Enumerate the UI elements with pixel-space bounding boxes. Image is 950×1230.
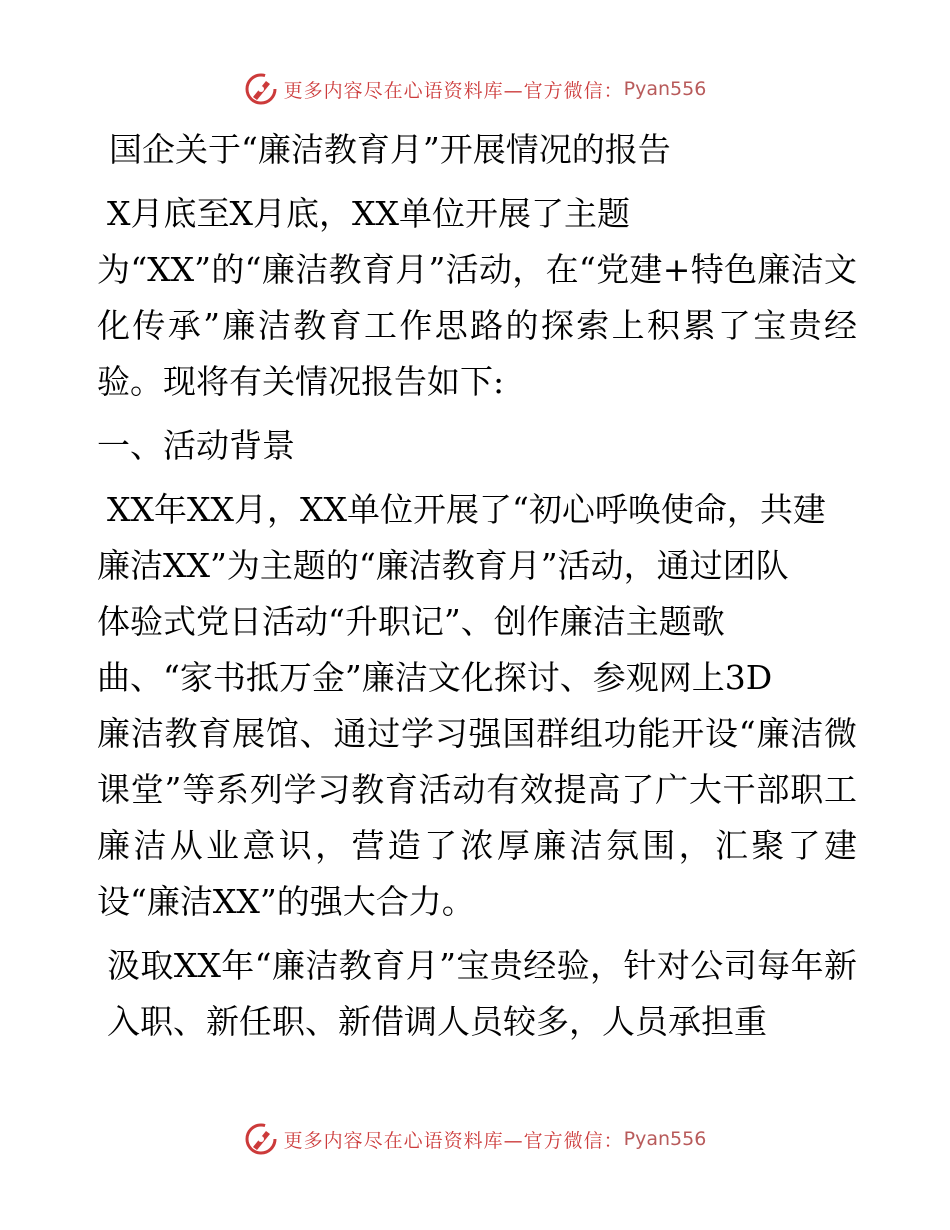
intro-paragraph [97,186,857,410]
watermark-wechat: Pyan556 [623,78,707,100]
intro-line-1: X月底至X月底，XX单位开展了主题 [107,194,630,233]
para2-line-2: 廉洁XX”为主题的“廉洁教育月”活动，通过团队 [97,546,789,585]
lessons-paragraph [97,938,857,1050]
para2-line-3: 体验式党日活动“升职记”、创作廉洁主题歌 [97,602,725,641]
para2-line-1: XX年XX月，XX单位开展了“初心呼唤使命，共建 [107,490,826,529]
background-paragraph [97,482,857,930]
watermark-header [0,72,950,106]
section-heading-background: 一、活动背景 [97,426,295,465]
document-title: 国企关于“廉洁教育月”开展情况的报告 [109,130,671,169]
para3-text: 汲取XX年“廉洁教育月”宝贵经验，针对公司每年新入职、新任职、新借调人员较多，人员承担重 [107,946,857,1041]
document-body [97,122,857,1058]
watermark-text: 更多内容尽在心语资料库—官方微信： [283,79,624,102]
intro-rest: 为“XX”的“廉洁教育月”活动，在“党建+特色廉洁文化传承”廉洁教育工作思路的探索上积累了宝贵经验。现将有关情况报告如下: [97,250,857,401]
watermark-wechat: Pyan556 [623,1128,707,1150]
para2-rest: 廉洁教育展馆、通过学习强国群组功能开设“廉洁微课堂”等系列学习教育活动有效提高了广大干部职工廉洁从业意识，营造了浓厚廉洁氛围，汇聚了建设“廉洁XX”的强大合力。 [97,714,857,921]
pen-circle-logo-icon [244,72,278,106]
watermark-text: 更多内容尽在心语资料库—官方微信： [283,1129,624,1152]
watermark-footer [0,1122,950,1156]
para2-line-4: 曲、“家书抵万金”廉洁文化探讨、参观网上3D [97,658,773,697]
pen-circle-logo-icon [244,1122,278,1156]
